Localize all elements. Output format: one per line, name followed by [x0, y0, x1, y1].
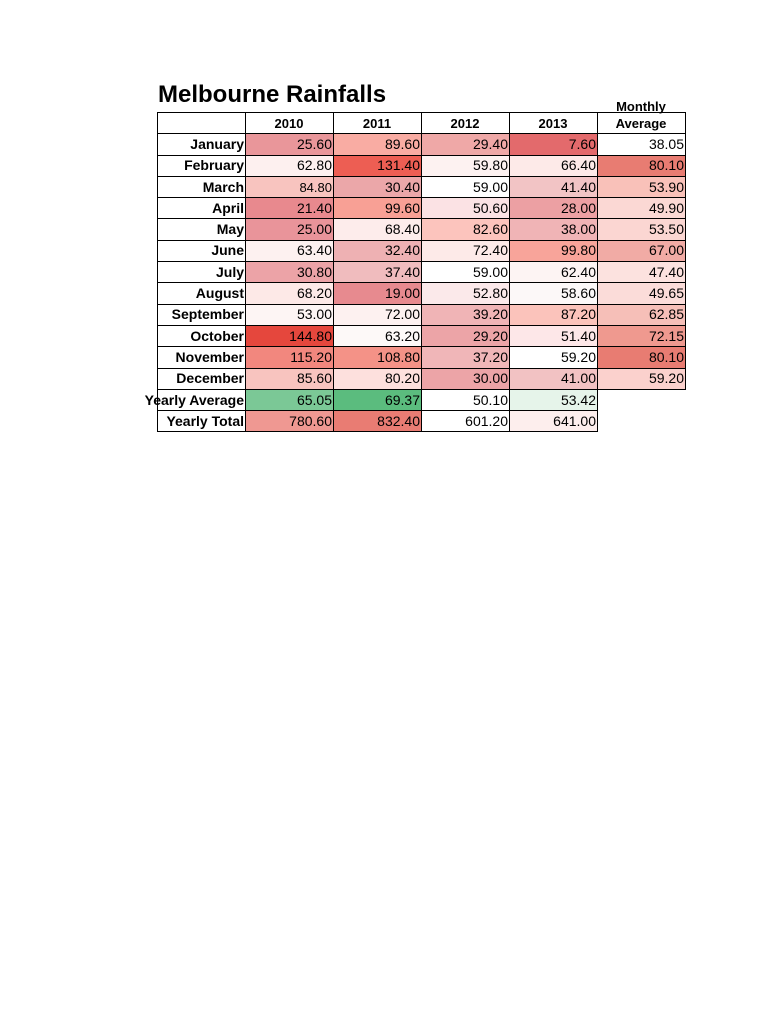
- cell-september-monthly-average[interactable]: 62.85: [598, 304, 686, 325]
- yearly-average-2010[interactable]: 65.05: [246, 389, 334, 410]
- month-row-july: [158, 262, 686, 283]
- cell-february-2013[interactable]: 66.40: [510, 155, 598, 176]
- cell-february-2012[interactable]: 59.80: [422, 155, 510, 176]
- cell-november-2013[interactable]: 59.20: [510, 347, 598, 368]
- yearly-average-2011[interactable]: 69.37: [334, 389, 422, 410]
- cell-december-2010[interactable]: 85.60: [246, 368, 334, 389]
- row-label-december[interactable]: December: [158, 368, 246, 389]
- cell-may-2012[interactable]: 82.60: [422, 219, 510, 240]
- cell-august-2012[interactable]: 52.80: [422, 283, 510, 304]
- yearly-average-row: [158, 389, 686, 410]
- month-row-november: [158, 347, 686, 368]
- cell-july-2012[interactable]: 59.00: [422, 262, 510, 283]
- month-row-october: [158, 325, 686, 346]
- cell-march-2010[interactable]: 84.80: [246, 176, 334, 197]
- cell-november-2010[interactable]: 115.20: [246, 347, 334, 368]
- cell-october-monthly-average[interactable]: 72.15: [598, 325, 686, 346]
- cell-january-2011[interactable]: 89.60: [334, 134, 422, 155]
- cell-january-monthly-average[interactable]: 38.05: [598, 134, 686, 155]
- month-row-june: [158, 240, 686, 261]
- yearly-total-2011[interactable]: 832.40: [334, 411, 422, 432]
- cell-january-2010[interactable]: 25.60: [246, 134, 334, 155]
- cell-may-2013[interactable]: 38.00: [510, 219, 598, 240]
- yearly-average-2012[interactable]: 50.10: [422, 389, 510, 410]
- cell-august-2013[interactable]: 58.60: [510, 283, 598, 304]
- month-row-march: [158, 176, 686, 197]
- cell-february-2010[interactable]: 62.80: [246, 155, 334, 176]
- cell-may-2011[interactable]: 68.40: [334, 219, 422, 240]
- month-row-september: [158, 304, 686, 325]
- cell-june-2013[interactable]: 99.80: [510, 240, 598, 261]
- cell-april-2010[interactable]: 21.40: [246, 198, 334, 219]
- cell-january-2012[interactable]: 29.40: [422, 134, 510, 155]
- sheet-title: Melbourne Rainfalls: [158, 81, 387, 108]
- yearly-average-2013[interactable]: 53.42: [510, 389, 598, 410]
- yearly-total-2012[interactable]: 601.20: [422, 411, 510, 432]
- cell-december-2011[interactable]: 80.20: [334, 368, 422, 389]
- cell-september-2013[interactable]: 87.20: [510, 304, 598, 325]
- cell-may-monthly-average[interactable]: 53.50: [598, 219, 686, 240]
- cell-february-monthly-average[interactable]: 80.10: [598, 155, 686, 176]
- empty-cell[interactable]: [598, 411, 686, 432]
- cell-september-2012[interactable]: 39.20: [422, 304, 510, 325]
- month-row-may: [158, 219, 686, 240]
- row-label-october[interactable]: October: [158, 325, 246, 346]
- cell-december-2013[interactable]: 41.00: [510, 368, 598, 389]
- cell-august-2011[interactable]: 19.00: [334, 283, 422, 304]
- cell-march-monthly-average[interactable]: 53.90: [598, 176, 686, 197]
- cell-september-2010[interactable]: 53.00: [246, 304, 334, 325]
- cell-august-monthly-average[interactable]: 49.65: [598, 283, 686, 304]
- cell-february-2011[interactable]: 131.40: [334, 155, 422, 176]
- cell-april-2013[interactable]: 28.00: [510, 198, 598, 219]
- cell-april-monthly-average[interactable]: 49.90: [598, 198, 686, 219]
- cell-may-2010[interactable]: 25.00: [246, 219, 334, 240]
- row-label-july[interactable]: July: [158, 262, 246, 283]
- row-label-january[interactable]: January: [158, 134, 246, 155]
- row-label-yearly-average[interactable]: [144, 389, 246, 410]
- cell-july-monthly-average[interactable]: 47.40: [598, 262, 686, 283]
- cell-november-2012[interactable]: 37.20: [422, 347, 510, 368]
- yearly-total-2013[interactable]: 641.00: [510, 411, 598, 432]
- month-row-april: [158, 198, 686, 219]
- row-label-may[interactable]: May: [158, 219, 246, 240]
- month-row-february: [158, 155, 686, 176]
- cell-november-2011[interactable]: 108.80: [334, 347, 422, 368]
- cell-november-monthly-average[interactable]: 80.10: [598, 347, 686, 368]
- corner-cell[interactable]: [158, 113, 246, 134]
- row-label-september[interactable]: September: [158, 304, 246, 325]
- yearly-total-2010[interactable]: 780.60: [246, 411, 334, 432]
- monthly-average-header-line1: Monthly: [616, 99, 666, 114]
- row-label-june[interactable]: June: [158, 240, 246, 261]
- cell-january-2013[interactable]: 7.60: [510, 134, 598, 155]
- col-header-2013[interactable]: 2013: [510, 113, 598, 134]
- rainfall-table: [144, 112, 686, 432]
- cell-april-2011[interactable]: 99.60: [334, 198, 422, 219]
- row-label-february[interactable]: February: [158, 155, 246, 176]
- cell-march-2011[interactable]: 30.40: [334, 176, 422, 197]
- cell-march-2012[interactable]: 59.00: [422, 176, 510, 197]
- col-header-2011[interactable]: 2011: [334, 113, 422, 134]
- cell-july-2010[interactable]: 30.80: [246, 262, 334, 283]
- cell-june-2012[interactable]: 72.40: [422, 240, 510, 261]
- row-label-text: Yearly Average: [144, 391, 244, 408]
- cell-august-2010[interactable]: 68.20: [246, 283, 334, 304]
- row-label-april[interactable]: April: [158, 198, 246, 219]
- row-label-march[interactable]: March: [158, 176, 246, 197]
- header-row: [158, 113, 686, 134]
- row-label-november[interactable]: November: [158, 347, 246, 368]
- cell-october-2012[interactable]: 29.20: [422, 325, 510, 346]
- col-header-2010[interactable]: 2010: [246, 113, 334, 134]
- cell-june-monthly-average[interactable]: 67.00: [598, 240, 686, 261]
- col-header-2012[interactable]: 2012: [422, 113, 510, 134]
- cell-june-2011[interactable]: 32.40: [334, 240, 422, 261]
- month-row-january: [158, 134, 686, 155]
- cell-april-2012[interactable]: 50.60: [422, 198, 510, 219]
- col-header-monthly-average[interactable]: Average: [598, 113, 686, 134]
- cell-december-monthly-average[interactable]: 59.20: [598, 368, 686, 389]
- month-row-december: [158, 368, 686, 389]
- cell-july-2013[interactable]: 62.40: [510, 262, 598, 283]
- cell-march-2013[interactable]: 41.40: [510, 176, 598, 197]
- row-label-yearly-total[interactable]: Yearly Total: [158, 411, 246, 432]
- row-label-august[interactable]: August: [158, 283, 246, 304]
- month-row-august: [158, 283, 686, 304]
- cell-september-2011[interactable]: 72.00: [334, 304, 422, 325]
- cell-june-2010[interactable]: 63.40: [246, 240, 334, 261]
- cell-october-2010[interactable]: 144.80: [246, 325, 334, 346]
- empty-cell[interactable]: [598, 389, 686, 410]
- cell-october-2011[interactable]: 63.20: [334, 325, 422, 346]
- cell-october-2013[interactable]: 51.40: [510, 325, 598, 346]
- cell-july-2011[interactable]: 37.40: [334, 262, 422, 283]
- cell-december-2012[interactable]: 30.00: [422, 368, 510, 389]
- yearly-total-row: [158, 411, 686, 432]
